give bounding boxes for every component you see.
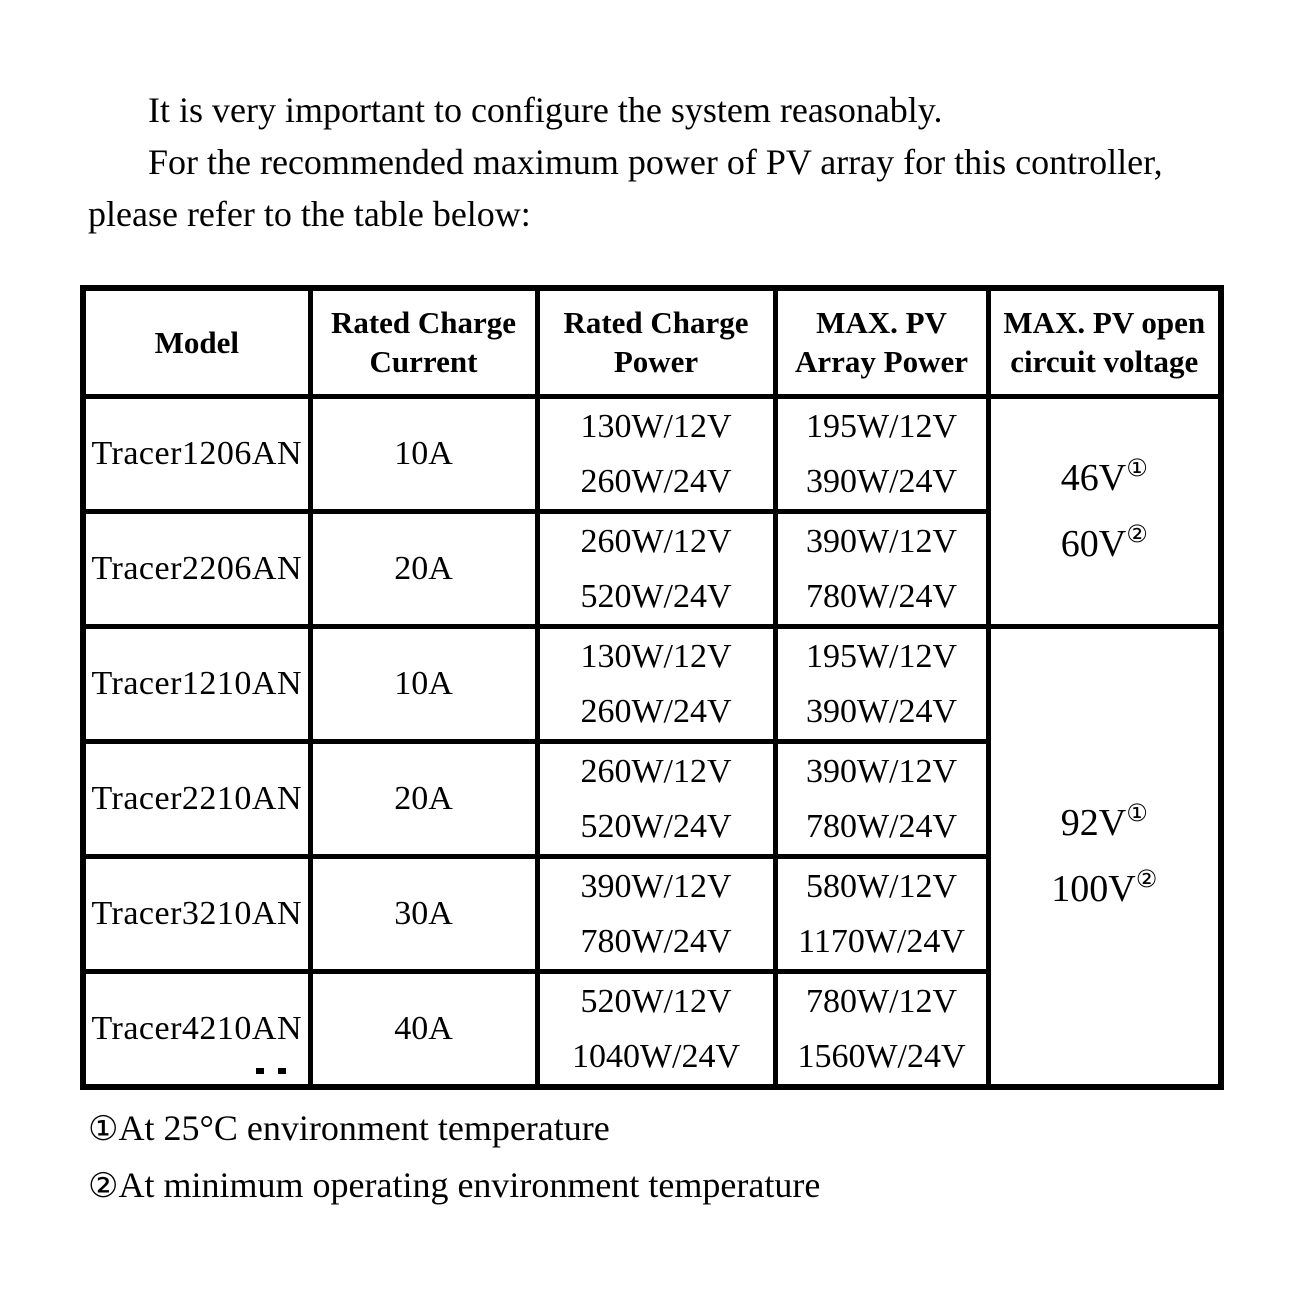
current-cell: 10A bbox=[310, 396, 537, 511]
array-power-value: 195W/12V bbox=[805, 407, 958, 445]
intro-line-1: It is very important to configure the system reasonably. bbox=[148, 90, 943, 130]
power-value: 1040W/24V bbox=[571, 1037, 741, 1075]
table-row bbox=[83, 396, 1221, 511]
header-rated-charge-current bbox=[310, 288, 537, 396]
model-cell: Tracer4210AN bbox=[83, 971, 310, 1087]
array-power-cell bbox=[775, 856, 988, 971]
power-cell bbox=[537, 396, 775, 511]
array-power-value: 1560W/24V bbox=[797, 1037, 966, 1075]
pv-spec-table bbox=[80, 285, 1224, 1090]
power-value: 260W/12V bbox=[580, 522, 732, 560]
array-power-value: 780W/24V bbox=[805, 577, 958, 615]
array-power-value: 780W/24V bbox=[805, 807, 958, 845]
power-value: 130W/12V bbox=[580, 407, 732, 445]
footnote-2-text: At minimum operating environment temperature bbox=[118, 1165, 821, 1205]
intro-line-2: For the recommended maximum power of PV array for this controller, bbox=[148, 142, 1163, 182]
header-line: Array Power bbox=[795, 344, 968, 380]
power-cell bbox=[537, 511, 775, 626]
power-value: 130W/12V bbox=[580, 637, 732, 675]
array-power-cell bbox=[775, 626, 988, 741]
intro-line-3: please refer to the table below: bbox=[88, 194, 531, 234]
open-circuit-voltage-cell bbox=[988, 626, 1221, 1087]
array-power-value: 1170W/24V bbox=[798, 922, 965, 960]
power-value: 520W/24V bbox=[580, 577, 732, 615]
header-line: circuit voltage bbox=[1010, 344, 1199, 380]
footnote-2-marker: ② bbox=[88, 1166, 119, 1206]
header-line: MAX. PV bbox=[816, 305, 947, 341]
header-line: MAX. PV open bbox=[1003, 305, 1206, 341]
power-value: 780W/24V bbox=[580, 922, 732, 960]
table-header-row bbox=[83, 288, 1221, 396]
header-max-pv-open-circuit-voltage bbox=[988, 288, 1221, 396]
voltage-line bbox=[991, 445, 1219, 511]
array-power-value: 195W/12V bbox=[805, 637, 958, 675]
power-cell bbox=[537, 856, 775, 971]
current-cell: 40A bbox=[310, 971, 537, 1087]
header-line: Rated Charge bbox=[563, 305, 749, 341]
model-cell: Tracer1210AN bbox=[83, 626, 310, 741]
array-power-cell bbox=[775, 511, 988, 626]
power-value: 520W/12V bbox=[580, 982, 732, 1020]
current-cell: 10A bbox=[310, 626, 537, 741]
scan-artifact-dot bbox=[256, 1068, 264, 1074]
array-power-value: 390W/12V bbox=[805, 522, 958, 560]
model-cell: Tracer2206AN bbox=[83, 511, 310, 626]
header-line: Current bbox=[369, 344, 478, 380]
intro-paragraph bbox=[88, 84, 1163, 240]
voltage-value: 46V bbox=[1060, 457, 1127, 499]
array-power-value: 390W/24V bbox=[805, 462, 958, 500]
power-value: 520W/24V bbox=[580, 807, 732, 845]
current-cell: 20A bbox=[310, 741, 537, 856]
array-power-value: 390W/12V bbox=[805, 752, 958, 790]
header-rated-charge-power bbox=[537, 288, 775, 396]
voltage-line bbox=[991, 856, 1219, 922]
model-cell: Tracer1206AN bbox=[83, 396, 310, 511]
power-value: 260W/24V bbox=[580, 692, 732, 730]
power-value: 260W/24V bbox=[580, 462, 732, 500]
footnote-1-text: At 25°C environment temperature bbox=[118, 1108, 610, 1148]
footnote-1-marker: ① bbox=[88, 1109, 119, 1149]
header-max-pv-array-power bbox=[775, 288, 988, 396]
power-cell bbox=[537, 626, 775, 741]
voltage-value: 92V bbox=[1060, 802, 1127, 844]
array-power-cell bbox=[775, 396, 988, 511]
power-value: 390W/12V bbox=[580, 867, 732, 905]
current-cell: 30A bbox=[310, 856, 537, 971]
voltage-footnote-marker: ① bbox=[1126, 454, 1148, 482]
footnotes bbox=[88, 1100, 820, 1214]
header-line: Power bbox=[613, 344, 699, 380]
voltage-line bbox=[991, 511, 1219, 577]
voltage-value: 60V bbox=[1060, 523, 1127, 565]
footnote-2 bbox=[88, 1157, 820, 1214]
voltage-footnote-marker: ② bbox=[1126, 520, 1148, 548]
model-cell: Tracer2210AN bbox=[83, 741, 310, 856]
table-row bbox=[83, 626, 1221, 741]
header-line: Rated Charge bbox=[330, 305, 517, 341]
voltage-value: 100V bbox=[1051, 868, 1136, 910]
array-power-value: 780W/12V bbox=[805, 982, 958, 1020]
footnote-1 bbox=[88, 1100, 820, 1157]
power-cell bbox=[537, 741, 775, 856]
array-power-cell bbox=[775, 971, 988, 1087]
array-power-value: 580W/12V bbox=[805, 867, 958, 905]
power-value: 260W/12V bbox=[580, 752, 732, 790]
scan-artifact-dot bbox=[278, 1068, 286, 1074]
voltage-footnote-marker: ① bbox=[1126, 799, 1148, 827]
voltage-line bbox=[991, 790, 1219, 856]
header-line: Model bbox=[154, 324, 239, 360]
header-model bbox=[83, 288, 310, 396]
array-power-cell bbox=[775, 741, 988, 856]
open-circuit-voltage-cell bbox=[988, 396, 1221, 626]
model-cell: Tracer3210AN bbox=[83, 856, 310, 971]
array-power-value: 390W/24V bbox=[805, 692, 958, 730]
current-cell: 20A bbox=[310, 511, 537, 626]
power-cell bbox=[537, 971, 775, 1087]
voltage-footnote-marker: ② bbox=[1135, 865, 1158, 893]
